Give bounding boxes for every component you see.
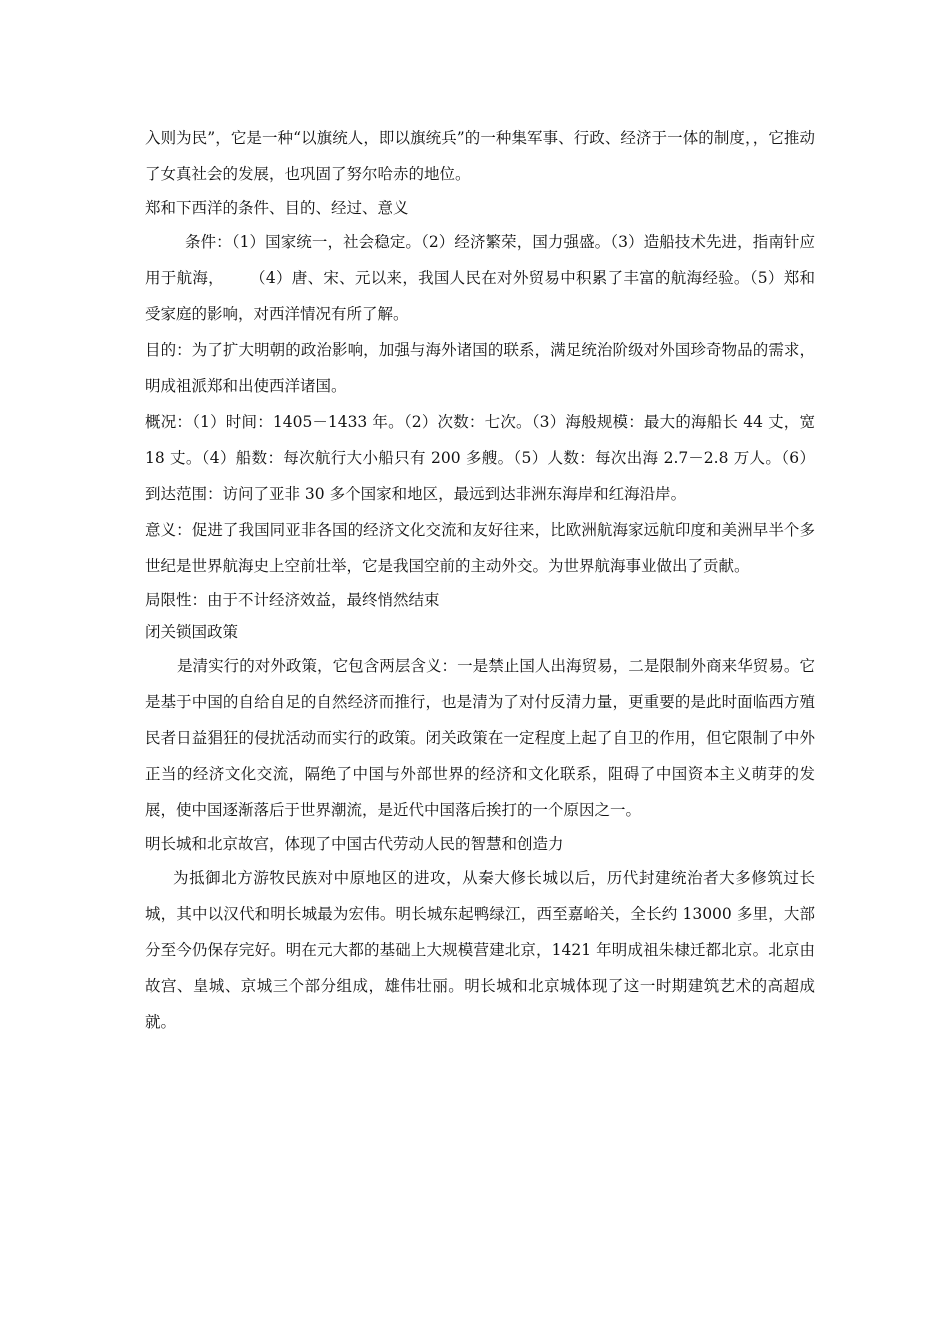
heading-zheng-he-voyages: 郑和下西洋的条件、目的、经过、意义 [145,199,409,217]
paragraph-closed-door-policy: 是清实行的对外政策，它包含两层含义：一是禁止国人出海贸易，二是限制外商来华贸易。它是基于中国的自给自足的自然经济而推行，也是清为了对付反清力量，更重要的是此时面临西方殖民者日益猖狂的侵扰活动而实行的政策。闭关政策在一定程度上起了自卫的作用，但它限制了中外正当的经济文化交流，隔绝了中国与外部世界的经济和文化联系，阻碍了中国资本主义萌芽的发展，使中国逐渐落后于世界潮流，是近代中国落后挨打的一个原因之一。 [145,657,815,819]
paragraph-conditions: 条件：（1）国家统一，社会稳定。（2）经济繁荣，国力强盛。（3）造船技术先进，指南针应用于航海， （4）唐、宋、元以来，我国人民在对外贸易中积累了丰富的航海经验。（5）郑和受家庭的影响，对西洋情况有所了解。 [145,233,815,323]
document-body [145,120,815,1040]
paragraph-overview: 概况：（1）时间：1405－1433 年。（2）次数：七次。（3）海般规模：最大的海船长 44 丈，宽 18 丈。（4）船数：每次航行大小船只有 200 多艘。（5）人数：每次出海 2.7－2.8 万人。（6）到达范围：访问了亚非 30 多个国家和地区，最远到达非洲东海岸和红海沿岸。 [145,413,815,503]
paragraph-banner-system: 入则为民”，它是一种“以旗统人，即以旗统兵”的一种集军事、行政、经济于一体的制度，，它推动了女真社会的发展，也巩固了努尔哈赤的地位。 [145,129,815,183]
heading-closed-door-policy: 闭关锁国政策 [145,623,239,641]
heading-great-wall-forbidden-city: 明长城和北京故宫，体现了中国古代劳动人民的智慧和创造力 [145,835,564,853]
paragraph-great-wall-forbidden-city: 为抵御北方游牧民族对中原地区的进攻，从秦大修长城以后，历代封建统治者大多修筑过长城，其中以汉代和明长城最为宏伟。明长城东起鸭绿江，西至嘉峪关，全长约 13000 多里，大部分至今仍保存完好。明在元大都的基础上大规模营建北京，1421 年明成祖朱棣迁都北京。北京由故宫、皇城、京城三个部分组成，雄伟壮丽。明长城和北京城体现了这一时期建筑艺术的高超成就。 [145,869,815,1031]
paragraph-significance: 意义：促进了我国同亚非各国的经济文化交流和友好往来，比欧洲航海家远航印度和美洲早半个多世纪是世界航海史上空前壮举，它是我国空前的主动外交。为世界航海事业做出了贡献。 [145,521,815,575]
paragraph-purpose: 目的：为了扩大明朝的政治影响，加强与海外诸国的联系，满足统治阶级对外国珍奇物品的需求，明成祖派郑和出使西洋诸国。 [145,341,815,395]
heading-limitations: 局限性：由于不计经济效益，最终悄然结束 [145,591,440,609]
